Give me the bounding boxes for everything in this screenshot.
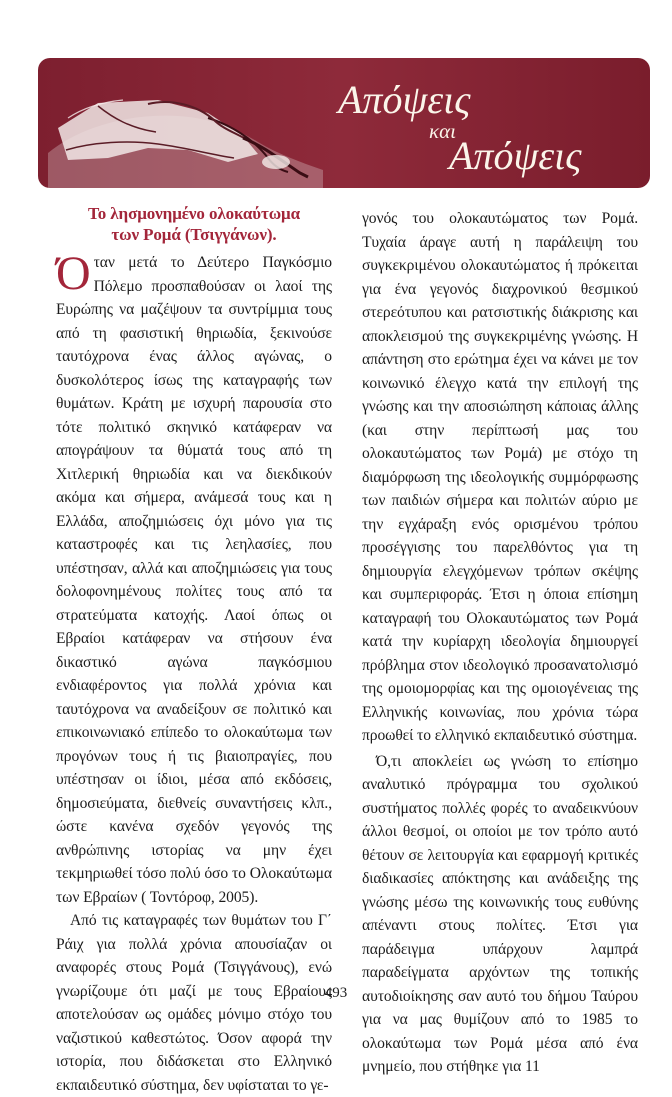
banner-title-line3: Απόψεις bbox=[449, 133, 582, 178]
header-banner bbox=[38, 58, 650, 188]
drop-cap: Ό bbox=[56, 247, 91, 300]
left-column bbox=[56, 203, 332, 1094]
banner-title-line2: και bbox=[429, 119, 456, 143]
paragraph: Ό,τι αποκλείει ως γνώση το επίσημο αναλυτικό πρόγραμμα του σχολικού συστήματος πολλές φορές το αναδεικνύουν άλλοι θεσμοί, οι οποίοι με τον τρόπο αυτό θέτουν σε λειτουργία και εφαρμογή κριτικές διαδικασίες απόκτησης και ανάδειξης της γνώσης μέσω της κοινωνικής τους ευθύνης απέναντι στους πολίτες. Έτσι για παράδειγμα υπάρχουν λαμπρά παραδείγματα αρχόντων της τοπικής αυτοδιοίκησης σαν αυτό του δήμου Ταύρου για να μας θυμίζουν από το 1985 το ολοκαύτωμα των Ρομά μέσα από ένα μνημείο, που στήθηκε για 11 bbox=[362, 752, 638, 1075]
paragraph bbox=[56, 247, 332, 909]
banner-title-line1: Απόψεις bbox=[338, 77, 471, 122]
right-column bbox=[362, 207, 638, 1075]
article-title bbox=[56, 203, 332, 245]
paragraph: γονός του ολοκαυτώματος των Ρομά. Τυχαία άραγε αυτή η παράλειψη του συγκεκριμένου ολοκαυτώματος ή πρόκειται για ένα γεγονός διαχρονικού θεσμικού στερεότυπου και ρατσιστικής διάκρισης και αποκλεισμού της συγκεκριμένης γνώσης. Η απάντηση στο ερώτημα έχει να κάνει με τον κοινωνικό έλεγχο κατά την επιλογή της γνώσης και την αποσιώπηση κάποιας άλλης (και στην περίπτωσή μας του ολοκαυτώματος των Ρομά) με στόχο τη διαμόρφωση της ιδεολογικής συμμόρφωσης των παιδιών σήμερα και πολιτών αύριο με την εγχάραξη ενός ορισμένου τρόπου προσέγγισης του παρελθόντος για τη δημιουργία ελεγχόμενων τρόπων σκέψης και συμπεριφοράς. Έτσι η όποια επίσημη καταγραφή του Ολοκαυτώματος των Ρομά κατά την κυρίαρχη ιδεολογία δημιουργεί πρόβλημα στον ιδεολογικό προσανατολισμό της ομοιομορφίας και της ομοιογένειας της Ελληνικής κοινωνίας, που χρόνια τώρα προωθεί το ελληνικό εκπαιδευτικό σύστημα. bbox=[362, 210, 638, 744]
article-title-line2: των Ρομά (Τσιγγάνων). bbox=[111, 225, 277, 244]
hand-writing-with-quill-icon bbox=[38, 58, 328, 188]
paragraph: Από τις καταγραφές των θυμάτων του Γ΄ Ράιχ για πολλά χρόνια απουσίαζαν οι αναφορές στους Ρομά (Τσιγγάνους), ενώ γνωρίζουμε ότι μαζί με τους Εβραίους αποτελούσαν ως ομάδες μόνιμο στόχο του ναζιστικού καθεστώτος. Όσον αφορά την ιστορία, που διδάσκεται στο Ελληνικό εκπαιδευτικό σύστημα, δεν υφίσταται το γε- bbox=[56, 912, 332, 1094]
page-number: 493 bbox=[324, 985, 348, 1001]
paragraph-text: ταν μετά το Δεύτερο Παγκόσμιο Πόλεμο προσπαθούσαν οι λαοί της Ευρώπης να μαζέψουν τα συντρίμμια τους από τη φασιστική θηριωδία, ξεκινούσε ταυτόχρονα ένας άλλος αγώνας, ο δυσκολότερος ίσως της καταγραφής των θυμάτων. Κράτη με ισχυρή παρουσία στο τότε πολιτικό σκηνικό κατάφεραν να απογράψουν τα θύματά τους από τη Χιτλερική θηριωδία και να διεκδικούν ακόμα και σήμερα, ανάμεσά τους και η Ελλάδα, αποζημιώσεις όχι μόνο για τις καταστροφές και τις λεηλασίες, που υπέστησαν, αλλά και αποζημιώσεις για τους δολοφονημένους πολίτες τους από τα στρατεύματα κατοχής. Λαοί όπως οι Εβραίοι κατάφεραν να στήσουν ένα δικαστικό αγώνα παγκόσμιου ενδιαφέροντος για πολλά χρόνια και ταυτόχρονα να αναδείξουν σε πολιτικό και επικοινωνιακό επίπεδο το ολοκαύτωμα των προγόνων τους ή τις βιαιοπραγίες, που υπέστησαν οι ίδιοι, μέσα από εκδόσεις, δημοσιεύματα, διεθνείς συναντήσεις κλπ., ώστε κανένα σχεδόν γεγονός της ανθρώπινης ιστορίας να μην έχει τεκμηριωθεί τόσο πολύ όσο το Ολοκαύτωμα των Εβραίων ( Τοντόροφ, 2005). bbox=[56, 254, 332, 906]
article-title-line1: Το λησμονημένο ολοκαύτωμα bbox=[88, 204, 300, 223]
